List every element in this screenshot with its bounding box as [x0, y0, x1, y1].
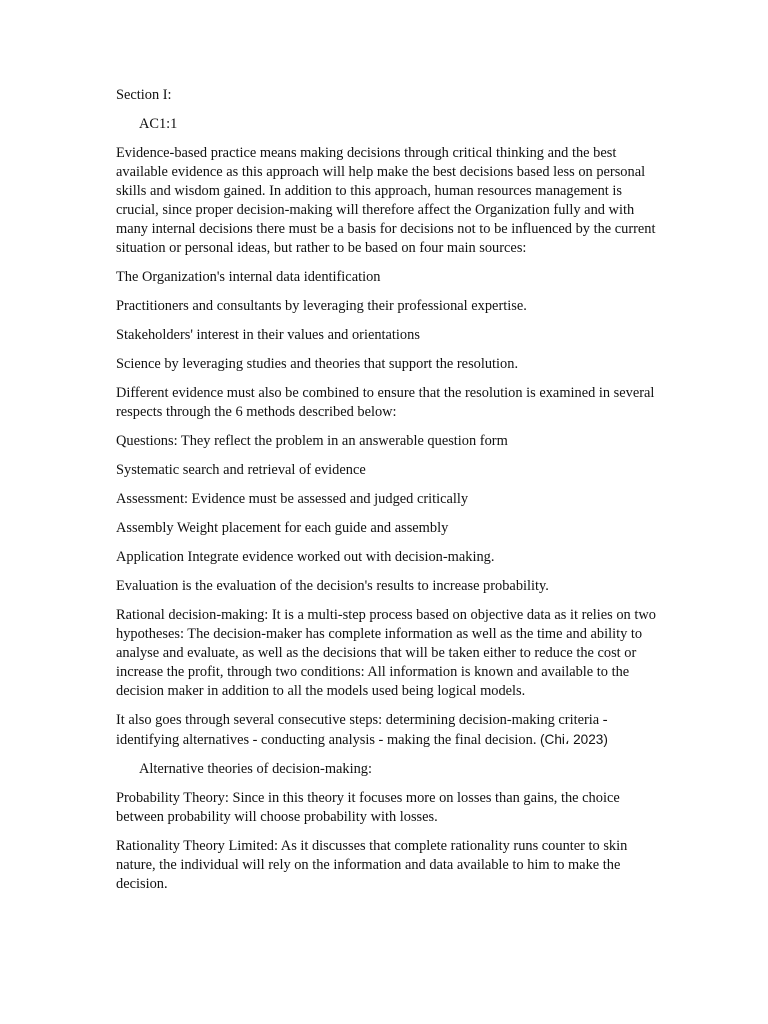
- paragraph-rationality-theory: Rationality Theory Limited: As it discusses that complete rationality runs counter to skin nature, the individual will rely on the information and data available to him to make the decision.: [116, 838, 628, 892]
- paragraph-source-science: Science by leveraging studies and theories that support the resolution.: [116, 356, 519, 372]
- paragraph-method-questions: Questions: They reflect the problem in an answerable question form: [116, 433, 508, 449]
- paragraph-intro: Evidence-based practice means making decisions through critical thinking and the best available evidence as this approach will help make the best decisions based less on personal skills and wisdom gained. In addition to this approach, human resources management is crucial, since proper decision-making will therefore affect the Organization fully and with many internal decisions there must be a basis for decisions not to be influenced by the current situation or personal ideas, but rather to be based on four main sources:: [116, 145, 656, 256]
- paragraph-method-assembly: Assembly Weight placement for each guide and assembly: [116, 520, 449, 536]
- paragraph-rational-decision-making: Rational decision-making: It is a multi-step process based on objective data as it relies on two hypotheses: The decision-maker has complete information as well as the time and ability to analyse and evaluate, as well as the decisions that will be taken either to reduce the cost or increase the profit, through two conditions: All information is known and available to the decision maker in addition to all the models used being logical models.: [116, 607, 656, 699]
- citation: (Chi، 2023): [540, 732, 608, 747]
- document-body: [116, 86, 656, 904]
- paragraph-method-search: Systematic search and retrieval of evidence: [116, 462, 366, 478]
- paragraph-probability-theory: Probability Theory: Since in this theory it focuses more on losses than gains, the choice between probability will choose probability with losses.: [116, 790, 620, 825]
- paragraph-method-evaluation: Evaluation is the evaluation of the decision's results to increase probability.: [116, 578, 549, 594]
- paragraph-method-application: Application Integrate evidence worked out with decision-making.: [116, 549, 495, 565]
- paragraph-source-practitioners: Practitioners and consultants by leveraging their professional expertise.: [116, 298, 527, 314]
- steps-text: It also goes through several consecutive steps: determining decision-making criteria - identifying alternatives - conducting analysis - making the final decision.: [116, 712, 608, 748]
- paragraph-method-assessment: Assessment: Evidence must be assessed and judged critically: [116, 491, 469, 507]
- paragraph-source-internal-data: The Organization's internal data identification: [116, 269, 381, 285]
- ac-label: AC1:1: [139, 116, 178, 132]
- paragraph-combine-evidence: Different evidence must also be combined to ensure that the resolution is examined in several respects through the 6 methods described below:: [116, 385, 655, 420]
- paragraph-consecutive-steps: [116, 711, 656, 750]
- paragraph-source-stakeholders: Stakeholders' interest in their values and orientations: [116, 327, 420, 343]
- alternative-theories-heading: Alternative theories of decision-making:: [139, 761, 372, 777]
- section-title: Section I:: [116, 87, 172, 103]
